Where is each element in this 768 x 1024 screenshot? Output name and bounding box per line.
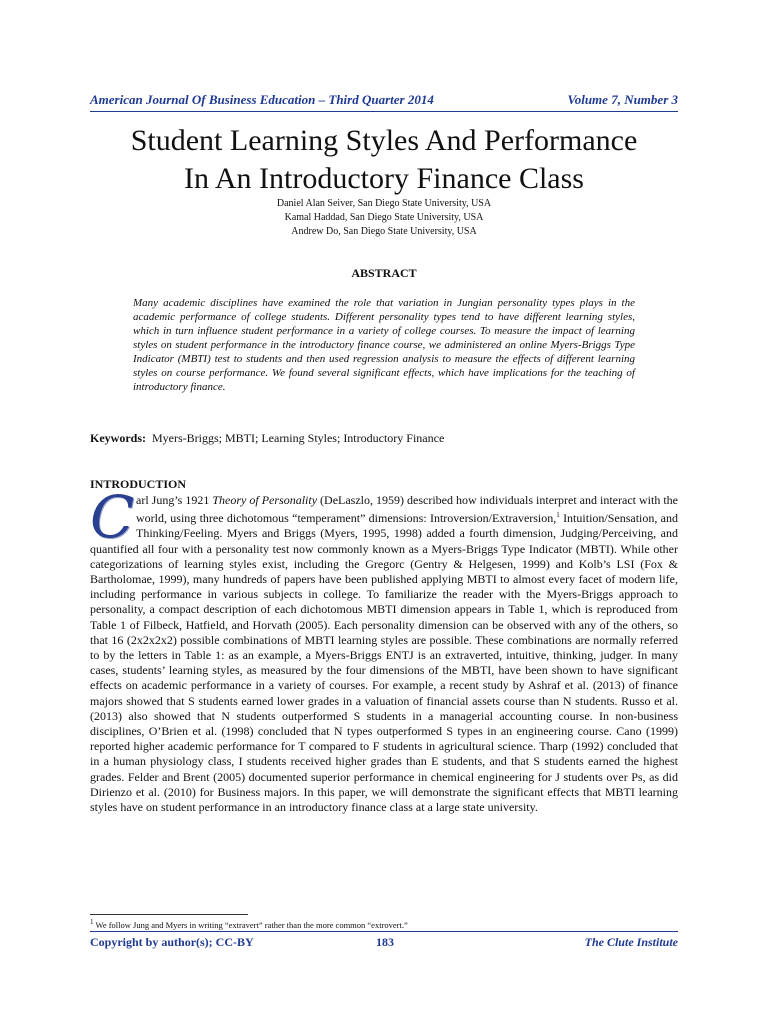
- drop-cap: C: [90, 483, 135, 551]
- page-number: 183: [376, 935, 394, 949]
- footnote-rule: [90, 914, 248, 915]
- title-line-1: Student Learning Styles And Performance: [130, 124, 638, 157]
- page-footer: [90, 935, 678, 951]
- header-rule: [90, 111, 678, 112]
- footnote-number: 1: [90, 918, 94, 926]
- keywords: [90, 431, 678, 446]
- abstract-heading: ABSTRACT: [351, 266, 417, 280]
- footer-rule: [90, 931, 678, 932]
- author-2: Kamal Haddad, San Diego State University, USA: [284, 212, 484, 223]
- keywords-label: Keywords:: [90, 431, 146, 445]
- running-header: [90, 92, 678, 110]
- footnote-marker: 1: [556, 511, 560, 520]
- author-3: Andrew Do, San Diego State University, USA: [291, 226, 477, 237]
- title-line-2: In An Introductory Finance Class: [184, 162, 584, 195]
- copyright-notice: Copyright by author(s); CC-BY: [90, 935, 254, 949]
- intro-italic-title: Theory of Personality: [212, 493, 318, 507]
- footnote: [90, 918, 678, 930]
- author-list: [90, 197, 678, 239]
- paper-title: [70, 122, 698, 198]
- publisher-name: The Clute Institute: [584, 935, 678, 949]
- volume-number: Volume 7, Number 3: [567, 92, 678, 107]
- keywords-text: Myers-Briggs; MBTI; Learning Styles; Introductory Finance: [152, 431, 445, 445]
- intro-text-3: Intuition/Sensation, and Thinking/Feeling. Myers and Briggs (Myers, 1995, 1998) added a fourth dimension, Judging/Perceiving, and quantified all four with a personality test now commonly known as a Myers-Briggs Type Indicator (MBTI). While other categorizations of learning styles exist, including the Gregorc (Gentry & Helgesen, 1999) and Kolb’s LSI (Fox & Bartholomae, 1999), many hundreds of papers have been published applying MBTI to almost every facet of modern life, including performance in various subjects in college. To familiarize the reader with the Myers-Briggs approach to personality, a compact description of each dichotomous MBTI dimension appears in Table 1, which is reproduced from Table 1 of Filbeck, Hatfield, and Horvath (2005). Each personality dimension can be observed with any of the others, so that 16 (2x2x2x2) possible combinations of MBTI learning styles are possible. These combinations are normally referred to by the letters in Table 1: as an example, a Myers-Briggs ENTJ is an extraverted, intuitive, thinking, judger. In many cases, students’ learning styles, as measured by the four dimensions of the MBTI, have been shown to have significant effects on academic performance in a variety of courses. For example, a recent study by Ashraf et al. (2013) of finance majors showed that S students earned lower grades in a valuation of financial assets course than N students. Russo et al. (2013) also showed that N students outperformed S students in a managerial accounting course. In non-business disciplines, O’Brien et al. (1998) concluded that N types outperformed S types in an engineering course. Cano (1999) reported higher academic performance for T compared to F students in agricultural science. Tharp (1992) concluded that in a human physiology class, I students received higher grades than E students, and that S students earned the highest grades. Felder and Brent (2005) documented superior performance in chemical engineering for J students over Ps, as did Dirienzo et al. (2010) for Business majors. In this paper, we will demonstrate the significant effects that MBTI learning styles have on student performance in an introductory finance class at a large state university.: [90, 511, 679, 815]
- journal-name: American Journal Of Business Education – Third Quarter 2014: [90, 92, 434, 107]
- footnote-text: We follow Jung and Myers in writing “extravert” rather than the more common “extrovert.”: [93, 919, 408, 930]
- abstract-text: Many academic disciplines have examined the role that variation in Jungian personality types plays in the academic performance of college students. Different personality types tend to have different learning styles, which in turn influence student performance in a variety of college courses. To measure the impact of learning styles on student performance in the introductory finance course, we administered an online Myers-Briggs Type Indicator (MBTI) test to students and then used regression analysis to measure the effects of different learning styles on course performance. We found several significant effects, which have implications for the teaching of introductory finance.: [133, 297, 635, 393]
- author-1: Daniel Alan Seiver, San Diego State University, USA: [276, 198, 492, 209]
- intro-text-1: arl Jung’s 1921: [136, 493, 213, 507]
- intro-text-2: (DeLaszlo, 1959) described how individuals interpret and interact with the world, using three dichotomous “temperament” dimensions: Introversion/Extraversion,: [136, 493, 678, 526]
- section-heading-introduction: INTRODUCTION: [90, 477, 187, 491]
